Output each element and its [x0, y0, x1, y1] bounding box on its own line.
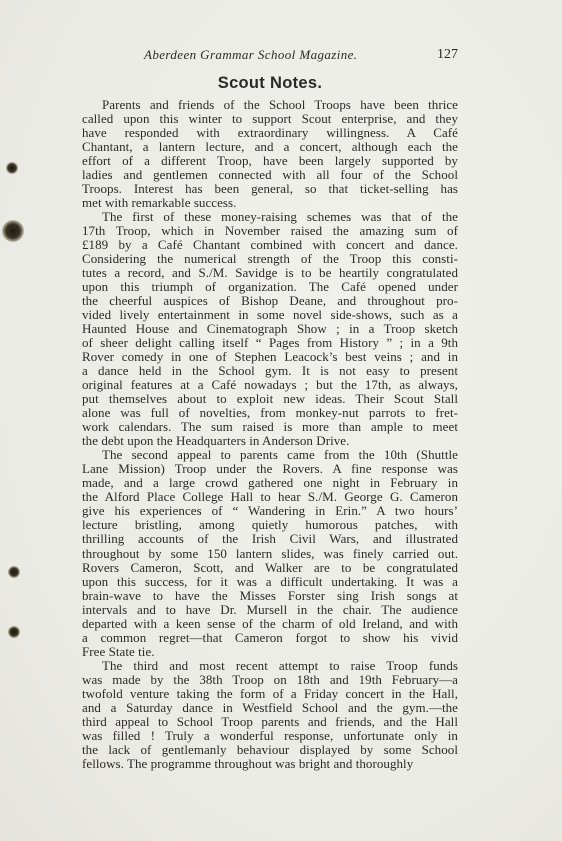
text-line: was made by the 38th Troop on 18th and 19th February—a [82, 671, 458, 687]
article-body [82, 98, 458, 771]
text-line: third appeal to School Troop parents and friends, and the Hall [82, 713, 458, 729]
text-line: was filled ! Truly a wonderful response, unfortunate only in [82, 727, 458, 743]
text-line: and a Saturday dance in Westfield School and the gym.—the [82, 699, 458, 715]
text-line: Free State tie. [82, 643, 155, 659]
text-line: met with remarkable success. [82, 195, 237, 211]
text-line: intervals and to have Dr. Mursell in the chair. The audience [82, 601, 458, 617]
text-line: effort of a different Troop, have been largely supported by [82, 153, 458, 169]
text-line: fellows. The programme throughout was bright and thoroughly [82, 755, 414, 771]
text-line: thrilling accounts of the Irish Civil Wars, and illustrated [82, 531, 458, 547]
text-line: upon this success, for it was a difficult undertaking. It was a [82, 573, 458, 589]
text-line: Rover comedy in one of Stephen Leacock’s best veins ; and in [82, 349, 458, 365]
text-line: of sheer delight calling itself “ Pages from History ” ; in a 9th [82, 335, 458, 351]
running-title: Aberdeen Grammar School Magazine. [144, 47, 358, 62]
text-line: twofold venture taking the form of a Friday concert in the Hall, [82, 685, 458, 701]
binding-hole-4 [8, 626, 20, 638]
text-line: Haunted House and Cinematograph Show ; in a Troop sketch [82, 321, 458, 337]
text-line: a common regret—that Cameron forgot to show his vivid [82, 629, 458, 645]
text-line: 17th Troop, which in November raised the amazing sum of [82, 223, 458, 239]
paragraph [82, 659, 458, 771]
text-line: ladies and gentlemen connected with all four of the School [82, 167, 458, 183]
text-line: brain-wave to have the Misses Forster sing Irish songs at [82, 587, 458, 603]
text-line: original features at a Café nowadays ; but the 17th, as always, [82, 377, 458, 393]
text-line: vided lively entertainment in some novel side-shows, such as a [82, 307, 458, 323]
text-line: the cheerful auspices of Bishop Deane, and throughout pro- [82, 293, 458, 309]
text-line: the lack of gentlemanly behaviour displayed by some School [82, 741, 458, 757]
text-line: The second appeal to parents came from the 10th (Shuttle [102, 447, 458, 463]
text-line: Chantant, a lantern lecture, and a concert, although each the [82, 139, 458, 155]
text-line: Considering the numerical strength of the Troop this consti- [82, 251, 458, 267]
paragraph [82, 448, 458, 658]
text-line: throughout by some 150 lantern slides, was finely carried out. [82, 545, 458, 561]
text-line: give his experiences of “ Wandering in Erin.” A two hours’ [82, 503, 458, 519]
paragraph [82, 98, 458, 210]
text-line: tutes a record, and S./M. Savidge is to be heartily congratulated [82, 265, 458, 281]
text-line: Parents and friends of the School Troops have been thrice [102, 97, 458, 112]
text-line: called upon this winter to support Scout enterprise, and they [82, 111, 458, 127]
text-line: alone was full of novelties, from monkey-nut parrots to fret- [82, 405, 458, 421]
text-line: the Alford Place College Hall to hear S./M. George G. Cameron [82, 489, 458, 505]
page-number: 127 [437, 47, 458, 62]
text-line: a dance held in the School gym. It is not easy to present [82, 363, 458, 379]
text-line: the debt upon the Headquarters in Anderson Drive. [82, 433, 350, 449]
text-line: lecture bristling, among quietly humorous patches, with [82, 517, 458, 533]
paragraph [82, 210, 458, 448]
binding-hole-3 [8, 566, 20, 578]
article-title: Scout Notes. [217, 74, 323, 92]
binding-hole-1 [6, 162, 18, 174]
binding-hole-2 [2, 220, 24, 242]
text-line: have responded with extraordinary willingness. A Café [82, 125, 458, 141]
text-line: work calendars. The sum raised is more than ample to meet [82, 419, 458, 435]
text-line: made, and a large crowd gathered one night in February in [82, 475, 458, 491]
running-header [82, 47, 458, 63]
text-line: Lane Mission) Troop under the Rovers. A fine response was [82, 461, 458, 477]
text-line: departed with a keen sense of the charm of old Ireland, and with [82, 615, 458, 631]
text-line: put themselves about to exploit new ideas. Their Scout Stall [82, 391, 458, 407]
text-line: Troops. Interest has been general, so that ticket-selling has [82, 181, 458, 197]
text-line: The third and most recent attempt to raise Troop funds [102, 657, 458, 673]
text-line: The first of these money-raising schemes was that of the [102, 209, 458, 225]
text-line: upon this triumph of organization. The Café opened under [82, 279, 458, 295]
text-line: Rovers Cameron, Scott, and Walker are to be congratulated [82, 559, 458, 575]
text-line: £189 by a Café Chantant combined with concert and dance. [82, 237, 458, 253]
